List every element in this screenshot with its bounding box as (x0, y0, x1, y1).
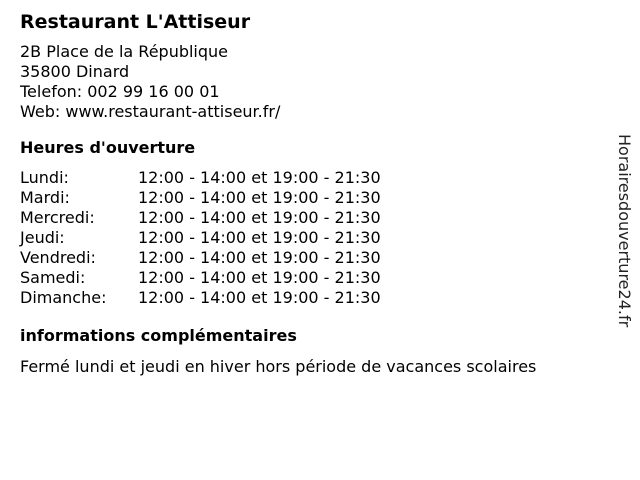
hours-row-tuesday (20, 188, 600, 208)
hours-row-saturday (20, 268, 600, 288)
hours-row-thursday (20, 228, 600, 248)
opening-hours-table (20, 168, 600, 308)
time-range: 12:00 - 14:00 et 19:00 - 21:30 (138, 208, 381, 227)
additional-info-text: Fermé lundi et jeudi en hiver hors période de vacances scolaires (20, 357, 537, 376)
website-link[interactable]: Web: www.restaurant-attiseur.fr/ (20, 102, 281, 121)
hours-row-monday (20, 168, 600, 188)
address-street: 2B Place de la République (20, 42, 229, 61)
phone-number[interactable]: Telefon: 002 99 16 00 01 (20, 82, 220, 101)
time-range: 12:00 - 14:00 et 19:00 - 21:30 (138, 248, 381, 267)
day-label: Mercredi: (20, 208, 95, 227)
additional-info-heading: informations complémentaires (20, 326, 297, 345)
opening-hours-heading: Heures d'ouverture (20, 138, 196, 157)
hours-row-sunday (20, 288, 600, 308)
time-range: 12:00 - 14:00 et 19:00 - 21:30 (138, 268, 381, 287)
site-watermark: Horairesdouverture24.fr (615, 134, 634, 328)
day-label: Mardi: (20, 188, 70, 207)
time-range: 12:00 - 14:00 et 19:00 - 21:30 (138, 168, 381, 187)
time-range: 12:00 - 14:00 et 19:00 - 21:30 (138, 288, 381, 307)
day-label: Samedi: (20, 268, 86, 287)
time-range: 12:00 - 14:00 et 19:00 - 21:30 (138, 188, 381, 207)
hours-row-wednesday (20, 208, 600, 228)
restaurant-card (20, 10, 600, 377)
day-label: Dimanche: (20, 288, 107, 307)
restaurant-name: Restaurant L'Attiseur (20, 11, 251, 33)
day-label: Lundi: (20, 168, 69, 187)
time-range: 12:00 - 14:00 et 19:00 - 21:30 (138, 228, 381, 247)
day-label: Vendredi: (20, 248, 96, 267)
hours-row-friday (20, 248, 600, 268)
day-label: Jeudi: (20, 228, 65, 247)
address-city: 35800 Dinard (20, 62, 130, 81)
